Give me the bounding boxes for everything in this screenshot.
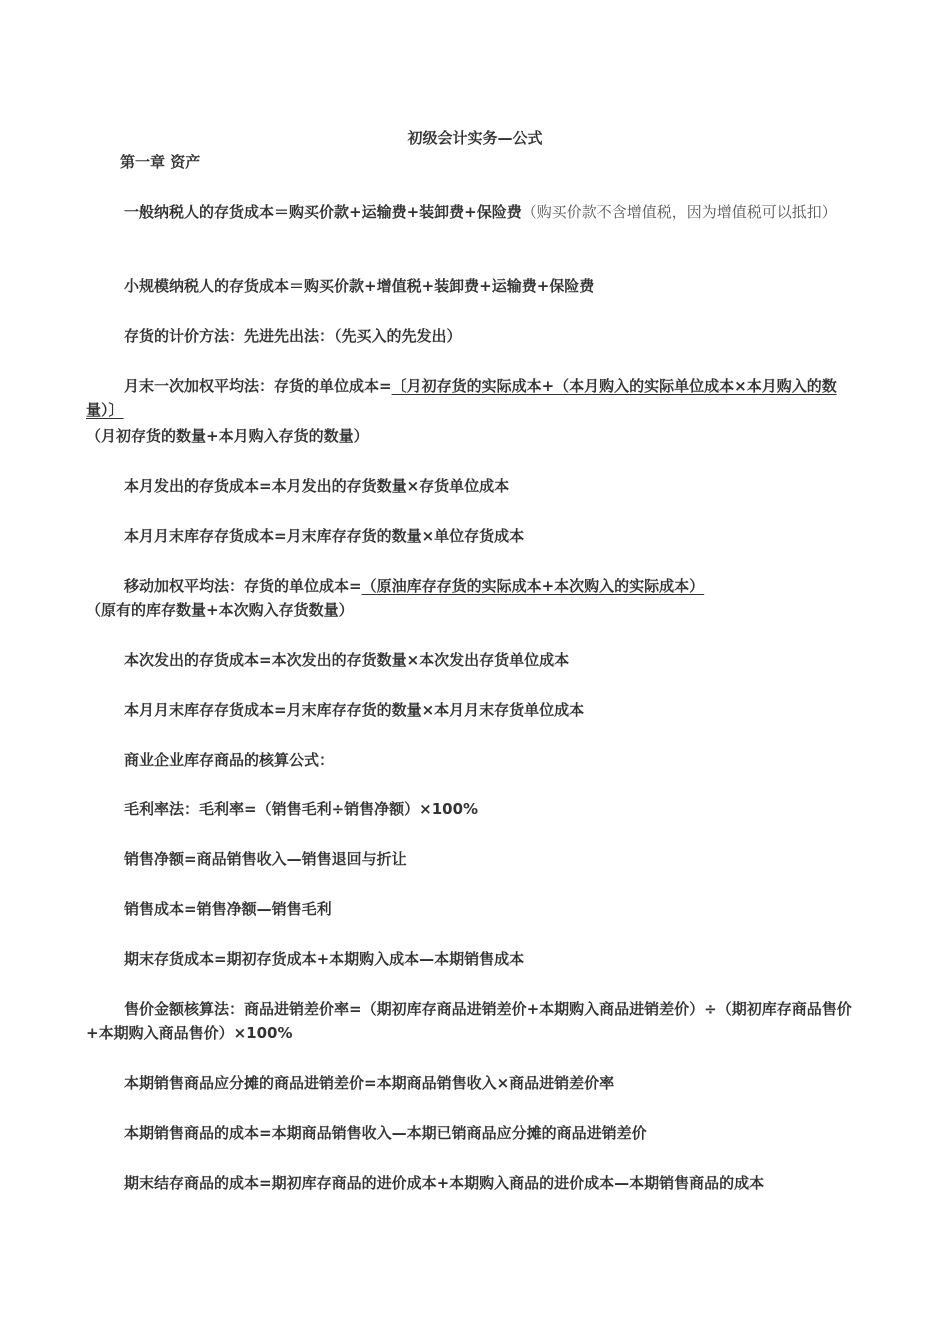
formula-markup-rate: 售价金额核算法：商品进销差价率=（期初库存商品进销差价+本期购入商品进销差价）÷（期初库存商品售价+本期购入商品售价）×100% [86,1000,852,1042]
formula-lead: 移动加权平均法：存货的单位成本= [124,577,362,595]
formula-allocated-markup: 本期销售商品应分摊的商品进销差价=本期商品销售收入×商品进销差价率 [124,1074,615,1092]
formula-numerator: 〔月初存货的实际成本+（本月购入的实际单位成本×本月购入的数量）〕 [86,377,837,419]
section-commercial-inventory: 商业企业库存商品的核算公式： [124,751,335,769]
formula-text: 一般纳税人的存货成本＝购买价款+运输费+装卸费+保险费 [124,203,522,221]
formula-cost-of-goods-sold: 本期销售商品的成本=本期商品销售收入—本期已销商品应分摊的商品进销差价 [124,1124,647,1142]
formula-lead: 月末一次加权平均法：存货的单位成本= [124,377,392,395]
formula-moving-weighted-average [86,574,866,598]
formula-monthly-issued-cost: 本月发出的存货成本=本月发出的存货数量×存货单位成本 [124,477,510,495]
formula-ending-goods-cost: 期末结存商品的成本=期初库存商品的进价成本+本期购入商品的进价成本—本期销售商品的成本 [124,1174,765,1192]
formula-denominator: （原有的库存数量+本次购入存货数量） [86,601,354,619]
formula-numerator: （原油库存存货的实际成本+本次购入的实际成本） [361,577,705,595]
formula-fifo-method: 存货的计价方法：先进先出法：（先买入的先发出） [124,327,462,345]
document-title: 初级会计实务—公式 [407,129,543,147]
formula-monthly-weighted-average [86,374,866,422]
formula-ending-inventory-cost: 期末存货成本=期初存货成本+本期购入成本—本期销售成本 [124,950,525,968]
formula-small-taxpayer-inventory-cost: 小规模纳税人的存货成本＝购买价款+增值税+装卸费+运输费+保险费 [124,277,595,295]
formula-month-end-inventory-cost: 本月月末库存存货成本=月末库存存货的数量×单位存货成本 [124,527,525,545]
formula-denominator: （月初存货的数量+本月购入存货的数量） [86,427,369,445]
chapter-heading: 第一章 资产 [120,153,201,171]
formula-net-sales: 销售净额=商品销售收入—销售退回与折让 [124,850,407,868]
formula-note: （购买价款不含增值税，因为增值税可以抵扣） [521,203,837,221]
formula-month-end-inventory-unit-cost: 本月月末库存存货成本=月末库存存货的数量×本月月末存货单位成本 [124,701,585,719]
formula-issued-cost-this-time: 本次发出的存货成本=本次发出的存货数量×本次发出存货单位成本 [124,651,570,669]
formula-cost-of-sales: 销售成本=销售净额—销售毛利 [124,900,332,918]
formula-gross-margin-rate: 毛利率法：毛利率=（销售毛利÷销售净额）×100% [124,800,479,818]
formula-general-taxpayer-inventory-cost [86,200,866,224]
